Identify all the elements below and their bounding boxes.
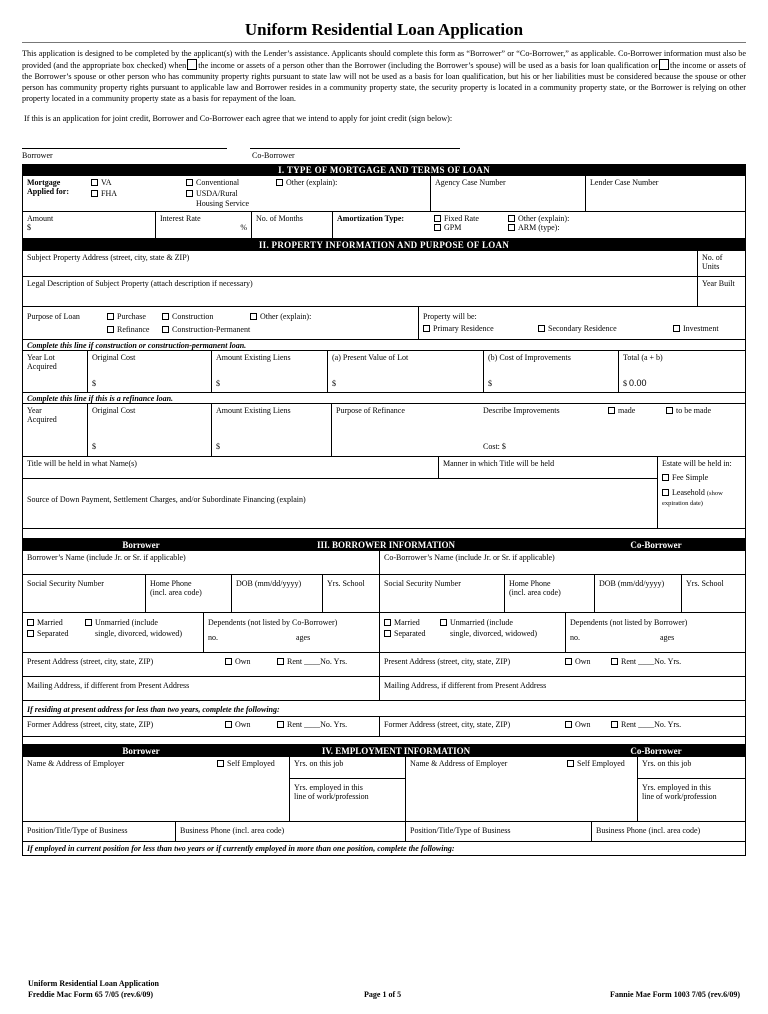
amount-field[interactable]: [23, 212, 155, 238]
footer-form-name: Uniform Residential Loan Application: [28, 979, 159, 988]
estate-held-block: [657, 457, 745, 528]
describe-improvements-field[interactable]: [479, 404, 745, 456]
co-borrower-former-own-checkbox[interactable]: [565, 721, 572, 728]
co-borrower-name-field[interactable]: Co-Borrower’s Name (include Jr. or Sr. if applicable): [379, 551, 745, 574]
total-dollar: $: [623, 378, 627, 388]
months-field[interactable]: No. of Months: [251, 212, 332, 238]
fha-checkbox[interactable]: [91, 190, 98, 197]
va-checkbox[interactable]: [91, 179, 98, 186]
co-borrower-dob-field[interactable]: DOB (mm/dd/yyyy): [594, 575, 681, 612]
section-4-header: [23, 745, 745, 757]
ssn-row: [23, 575, 745, 613]
co-borrower-employer-field[interactable]: Name & Address of Employer: [405, 757, 563, 821]
borrower-dependents-label: Dependents (not listed by Co-Borrower): [208, 617, 338, 627]
borrower-dob-field[interactable]: DOB (mm/dd/yyyy): [231, 575, 322, 612]
refi-existing-liens-label: Amount Existing Liens: [216, 405, 291, 415]
co-borrower-years-block: [637, 757, 745, 821]
year-lot-label: Year Lot: [27, 352, 55, 362]
investment-checkbox[interactable]: [673, 325, 680, 332]
employer-row: [23, 757, 745, 822]
refi-acquired-label: Acquired: [27, 415, 57, 425]
amount-dollar: $: [27, 223, 31, 233]
borrower-former-address-field[interactable]: Former Address (street, city, state, ZIP): [27, 719, 154, 729]
footer-fannie-mae: Fannie Mae Form 1003 7/05 (rev.6/09): [609, 990, 740, 999]
original-cost-field[interactable]: [87, 351, 211, 392]
loan-terms-row: [23, 212, 745, 239]
co-borrower-married-option[interactable]: Married: [384, 618, 440, 628]
conventional-option[interactable]: Conventional: [186, 178, 268, 188]
conventional-usda-options: [182, 176, 272, 211]
refi-original-cost-dollar: $: [92, 441, 96, 451]
co-borrower-rent-checkbox[interactable]: [611, 658, 618, 665]
other-checkbox[interactable]: [276, 179, 283, 186]
leasehold-checkbox[interactable]: [662, 489, 669, 496]
investment-option[interactable]: Investment: [673, 324, 719, 334]
title-names-field[interactable]: Title will be held in what Name(s): [27, 458, 137, 468]
primary-residence-checkbox[interactable]: [423, 325, 430, 332]
interest-percent: %: [240, 223, 247, 233]
mortgage-applied-label: [23, 176, 87, 211]
refi-year-field[interactable]: [23, 404, 87, 456]
co-borrower-married-checkbox[interactable]: [384, 619, 391, 626]
refi-original-cost-field[interactable]: [87, 404, 211, 456]
va-fha-options: [87, 176, 182, 211]
total-value: 0.00: [629, 377, 647, 388]
gpm-option[interactable]: GPM: [434, 223, 500, 233]
co-borrower-checkbox-1[interactable]: [187, 59, 197, 70]
intro-paragraph: [22, 48, 746, 104]
amort-other-checkbox[interactable]: [508, 215, 515, 222]
property-will-be: [418, 307, 745, 339]
construction-options: [158, 307, 251, 339]
co-borrower-mailing-address-field[interactable]: Mailing Address, if different from Present Address: [379, 677, 745, 700]
position-row: [23, 822, 745, 842]
co-borrower-former-rent-checkbox[interactable]: [611, 721, 618, 728]
co-borrower-single-label: single, divorced, widowed): [450, 629, 538, 639]
refi-existing-liens-dollar: $: [216, 441, 220, 451]
section-3-title: III. BORROWER INFORMATION: [316, 539, 456, 550]
borrower-home-phone-label: Home Phone: [150, 578, 192, 588]
borrower-former-rent-checkbox[interactable]: [277, 721, 284, 728]
purpose-other-checkbox[interactable]: [250, 313, 257, 320]
co-borrower-ssn-field[interactable]: Social Security Number: [379, 575, 504, 612]
co-borrower-self-employed-option[interactable]: Self Employed: [563, 757, 637, 821]
present-value-label: (a) Present Value of Lot: [332, 352, 409, 362]
mailing-address-row: [23, 677, 745, 701]
co-borrower-position-field[interactable]: Position/Title/Type of Business: [405, 822, 591, 841]
other-option[interactable]: Other (explain):: [272, 176, 430, 211]
employment-borrower-header: Borrower: [122, 745, 160, 756]
borrower-area-code-label: (incl. area code): [150, 588, 202, 598]
amount-label: Amount: [27, 213, 54, 223]
refinance-checkbox[interactable]: [107, 326, 114, 333]
arm-checkbox[interactable]: [508, 224, 515, 231]
amortization-type-label: Amortization Type:: [332, 212, 430, 238]
property-will-be-label: Property will be:: [423, 311, 477, 321]
lender-case-field[interactable]: Lender Case Number: [585, 176, 745, 211]
borrower-yrs-employed-label-2: line of work/profession: [294, 792, 369, 802]
borrower-former-own-checkbox[interactable]: [225, 721, 232, 728]
title-names-block: [23, 457, 657, 528]
borrower-married-checkbox[interactable]: [27, 619, 34, 626]
fee-simple-option[interactable]: Fee Simple: [662, 473, 741, 483]
legal-description-field[interactable]: Legal Description of Subject Property (attach description if necessary): [27, 278, 253, 288]
construction-checkbox[interactable]: [162, 313, 169, 320]
borrower-yrs-employed-label-1: Yrs. employed in this: [294, 782, 363, 792]
intro-text-1: This application is designed to be completed by the applicant(s) with the Lender’s assistance. Applicants should complete this form as “Borrower” or “Co-Borrower,” as applicable. Co-Borrower information must also be provided (and the appropriate box checked) when: [22, 49, 746, 70]
fixed-gpm-options: [430, 212, 504, 238]
co-borrower-former-own-option[interactable]: Own: [561, 717, 607, 736]
borrower-self-employed-checkbox[interactable]: [217, 760, 224, 767]
title-held-block: [23, 457, 745, 529]
header-rule: [22, 42, 746, 46]
mortgage-label-1: Mortgage: [27, 177, 61, 187]
original-cost-label: Original Cost: [92, 352, 136, 362]
co-borrower-unmarried-checkbox[interactable]: [440, 619, 447, 626]
leasehold-option[interactable]: Leasehold (show expiration date): [662, 488, 723, 507]
co-borrower-unmarried-option[interactable]: Unmarried (include: [440, 618, 513, 628]
co-borrower-home-phone-label: Home Phone: [509, 578, 551, 588]
conventional-checkbox[interactable]: [186, 179, 193, 186]
fixed-rate-checkbox[interactable]: [434, 215, 441, 222]
secondary-residence-option[interactable]: Secondary Residence: [538, 324, 673, 334]
existing-liens-dollar: $: [216, 378, 220, 388]
co-borrower-marital-status: [379, 613, 565, 652]
original-cost-dollar: $: [92, 378, 96, 388]
footer-page-number: Page 1 of 5: [364, 990, 402, 999]
borrower-own-option[interactable]: Own: [221, 653, 273, 676]
refi-year-label: Year: [27, 405, 42, 415]
refinance-note: Complete this line if this is a refinance loan.: [27, 393, 174, 403]
co-borrower-self-employed-checkbox[interactable]: [567, 760, 574, 767]
section-1-header: I. TYPE OF MORTGAGE AND TERMS OF LOAN: [23, 164, 745, 176]
borrower-dependents-field[interactable]: [203, 613, 379, 652]
present-address-row: [23, 653, 745, 677]
purpose-refinance-field[interactable]: Purpose of Refinance: [331, 404, 479, 456]
usda-option[interactable]: USDA/Rural: [186, 189, 268, 199]
two-years-note: If residing at present address for less than two years, complete the following:: [27, 704, 280, 714]
present-value-dollar: $: [332, 378, 336, 388]
made-option[interactable]: made: [608, 406, 666, 416]
borrower-signature-label: Borrower: [22, 150, 53, 160]
estate-held-label: Estate will be held in:: [662, 458, 732, 468]
co-borrower-signature-label: Co-Borrower: [252, 150, 295, 160]
joint-credit-note: If this is an application for joint credit, Borrower and Co-Borrower each agree that we intend to apply for joint credit (sign below):: [24, 114, 453, 123]
co-borrower-dependents-label: Dependents (not listed by Borrower): [570, 617, 688, 627]
former-address-row: [23, 717, 745, 737]
purpose-label: Purpose of Loan: [27, 311, 80, 321]
agency-case-field[interactable]: Agency Case Number: [430, 176, 585, 211]
refi-existing-liens-field[interactable]: [211, 404, 331, 456]
secondary-residence-checkbox[interactable]: [538, 325, 545, 332]
purpose-row: [23, 307, 745, 340]
co-borrower-former-rent-option[interactable]: Rent ____No. Yrs.: [607, 717, 745, 736]
borrower-dependents-no: no.: [208, 633, 218, 643]
purchase-refi-options: [103, 307, 158, 339]
borrower-position-field[interactable]: Position/Title/Type of Business: [27, 825, 128, 835]
construction-perm-option[interactable]: Construction-Permanent: [162, 325, 242, 335]
to-be-made-option[interactable]: to be made: [666, 406, 711, 416]
purchase-option[interactable]: Purchase: [107, 312, 154, 322]
borrower-years-block: [289, 757, 405, 821]
section-gap: [23, 529, 745, 539]
total-field[interactable]: [618, 351, 745, 392]
borrower-yrs-school-field[interactable]: Yrs. School: [322, 575, 379, 612]
arm-option[interactable]: ARM (type):: [508, 223, 741, 233]
co-borrower-dependents-ages: ages: [660, 633, 675, 643]
refinance-note-row: [23, 393, 745, 404]
co-borrower-dependents-field[interactable]: [565, 613, 745, 652]
subject-address-row: [23, 251, 745, 277]
other-arm-options: [504, 212, 745, 238]
construction-values-row: [23, 351, 745, 393]
borrower-ssn-field[interactable]: Social Security Number: [27, 578, 104, 588]
co-borrower-dependents-no: no.: [570, 633, 580, 643]
borrower-separated-option[interactable]: Separated: [27, 629, 95, 639]
co-borrower-yrs-school-field[interactable]: Yrs. School: [681, 575, 745, 612]
signature-row: [22, 124, 746, 164]
borrower-business-phone-field[interactable]: Business Phone (incl. area code): [175, 822, 405, 841]
leasehold-note: (show expiration date): [662, 490, 723, 507]
cost-improvements-field[interactable]: [483, 351, 618, 392]
borrower-yrs-employed-field[interactable]: [290, 779, 405, 804]
co-borrower-own-checkbox[interactable]: [565, 658, 572, 665]
manner-title-field[interactable]: Manner in which Title will be held: [438, 457, 657, 478]
mortgage-label-2: Applied for:: [27, 187, 69, 197]
borrower-unmarried-option[interactable]: Unmarried (include: [85, 618, 158, 628]
co-borrower-signature-line[interactable]: [250, 148, 460, 149]
gpm-checkbox[interactable]: [434, 224, 441, 231]
borrower-home-phone-field[interactable]: [145, 575, 231, 612]
va-option[interactable]: VA: [91, 178, 178, 188]
primary-residence-option[interactable]: Primary Residence: [423, 324, 538, 334]
borrower-signature-line[interactable]: [22, 148, 227, 149]
co-borrower-home-phone-field[interactable]: [504, 575, 594, 612]
co-borrower-separated-checkbox[interactable]: [384, 630, 391, 637]
borrower-rent-option[interactable]: Rent ____No. Yrs.: [273, 653, 379, 676]
total-label: Total (a + b): [623, 352, 663, 362]
fha-option[interactable]: FHA: [91, 189, 178, 199]
describe-improvements-label: Describe Improvements: [483, 405, 560, 415]
interest-rate-field[interactable]: [155, 212, 251, 238]
co-borrower-header: Co-Borrower: [630, 539, 682, 550]
co-borrower-checkbox-2[interactable]: [659, 59, 669, 70]
borrower-yrs-job-field[interactable]: Yrs. on this job: [290, 757, 405, 779]
to-be-made-checkbox[interactable]: [666, 407, 673, 414]
mortgage-type-row: [23, 176, 745, 212]
footer-freddie-mac: Freddie Mac Form 65 7/05 (rev.6/09): [28, 990, 154, 999]
marital-row: [23, 613, 745, 653]
fee-simple-checkbox[interactable]: [662, 474, 669, 481]
borrower-name-field[interactable]: Borrower’s Name (include Jr. or Sr. if applicable): [27, 552, 186, 562]
co-borrower-area-code-label: (incl. area code): [509, 588, 561, 598]
co-borrower-yrs-employed-label-2: line of work/profession: [642, 792, 717, 802]
page-title: Uniform Residential Loan Application: [244, 20, 524, 39]
employed-note: If employed in current position for less than two years or if currently employed in more than one position, complete the following:: [27, 843, 455, 853]
borrower-separated-checkbox[interactable]: [27, 630, 34, 637]
intro-text-3: the income or assets of the Borrower’s spouse or other person who has community property rights pursuant to state law will not be used as a basis for loan qualification, but his or her liabilities must be considered because the spouse or other person has community property rights pursuant to applicable law and Borrower resides in a community property state, the security property is located in a community property state, or the Borrower is relying on other property located in a community property state as a basis for repayment of the loan.: [22, 61, 746, 103]
construction-perm-checkbox[interactable]: [162, 326, 169, 333]
refinance-option[interactable]: Refinance: [107, 325, 154, 335]
usda-label-2: Housing Service: [196, 199, 250, 209]
present-value-field[interactable]: [327, 351, 483, 392]
units-field[interactable]: No. of Units: [697, 251, 745, 276]
existing-liens-label: Amount Existing Liens: [216, 352, 291, 362]
intro-text-2: the income or assets of a person other than the Borrower (including the Borrower’s spouse) will be used as a basis for loan qualification or: [198, 61, 658, 70]
acquired-label: Acquired: [27, 362, 57, 372]
borrower-rent-checkbox[interactable]: [277, 658, 284, 665]
subject-address-field[interactable]: Subject Property Address (street, city, state & ZIP): [27, 252, 190, 262]
made-checkbox[interactable]: [608, 407, 615, 414]
purchase-checkbox[interactable]: [107, 313, 114, 320]
year-built-field[interactable]: Year Built: [697, 277, 745, 306]
borrower-present-address-field[interactable]: Present Address (street, city, state, ZIP): [27, 656, 154, 666]
two-years-note-row: [23, 701, 745, 717]
cost-improvements-dollar: $: [488, 378, 492, 388]
borrower-dependents-ages: ages: [296, 633, 311, 643]
borrower-employer-field[interactable]: Name & Address of Employer: [27, 758, 125, 768]
improvements-cost: Cost: $: [483, 441, 506, 451]
co-borrower-business-phone-field[interactable]: Business Phone (incl. area code): [591, 822, 745, 841]
fixed-rate-option[interactable]: Fixed Rate: [434, 214, 500, 224]
borrower-self-employed-option[interactable]: Self Employed: [213, 757, 289, 821]
section-gap-2: [23, 737, 745, 745]
borrower-former-own-option[interactable]: Own: [221, 717, 273, 736]
loan-form: [22, 164, 746, 856]
amort-other-option[interactable]: Other (explain):: [508, 214, 741, 224]
co-borrower-own-option[interactable]: Own: [561, 653, 607, 676]
borrower-header: Borrower: [31, 539, 251, 551]
existing-liens-field[interactable]: [211, 351, 327, 392]
usda-checkbox[interactable]: [186, 190, 193, 197]
construction-option[interactable]: Construction: [162, 312, 242, 322]
year-lot-field[interactable]: [23, 351, 87, 392]
section-2-header: II. PROPERTY INFORMATION AND PURPOSE OF LOAN: [23, 239, 745, 251]
borrower-own-checkbox[interactable]: [225, 658, 232, 665]
co-borrower-separated-option[interactable]: Separated: [384, 629, 450, 639]
borrower-mailing-address-field[interactable]: Mailing Address, if different from Present Address: [27, 680, 190, 690]
construction-note-row: [23, 340, 745, 351]
section-3-header: [23, 539, 745, 551]
interest-rate-label: Interest Rate: [160, 213, 201, 223]
co-borrower-former-address-field[interactable]: Former Address (street, city, state, ZIP): [379, 717, 561, 736]
co-borrower-yrs-employed-label-1: Yrs. employed in this: [642, 782, 711, 792]
employed-note-row: [23, 842, 745, 856]
co-borrower-rent-option[interactable]: Rent ____No. Yrs.: [607, 653, 745, 676]
borrower-unmarried-checkbox[interactable]: [85, 619, 92, 626]
borrower-married-option[interactable]: Married: [27, 618, 85, 628]
borrower-former-rent-option[interactable]: Rent ____No. Yrs.: [273, 717, 379, 736]
cost-improvements-label: (b) Cost of Improvements: [488, 352, 571, 362]
refinance-values-row: [23, 404, 745, 457]
borrower-marital-status: [23, 613, 203, 652]
co-borrower-yrs-job-field[interactable]: Yrs. on this job: [638, 757, 745, 779]
construction-note: Complete this line if construction or construction-permanent loan.: [27, 340, 247, 350]
section-4-title: IV. EMPLOYMENT INFORMATION: [321, 745, 471, 756]
footer-left: [28, 978, 159, 1000]
co-borrower-yrs-employed-field[interactable]: [638, 779, 745, 804]
source-down-payment-field[interactable]: Source of Down Payment, Settlement Charges, and/or Subordinate Financing (explain): [27, 494, 306, 504]
borrower-single-label: single, divorced, widowed): [95, 629, 183, 639]
refi-original-cost-label: Original Cost: [92, 405, 136, 415]
purpose-other-option[interactable]: Other (explain):: [246, 307, 418, 339]
legal-description-row: [23, 277, 745, 307]
co-borrower-present-address-field[interactable]: Present Address (street, city, state, ZIP): [379, 653, 561, 676]
employment-co-borrower-header: Co-Borrower: [630, 745, 682, 756]
names-row: [23, 551, 745, 575]
